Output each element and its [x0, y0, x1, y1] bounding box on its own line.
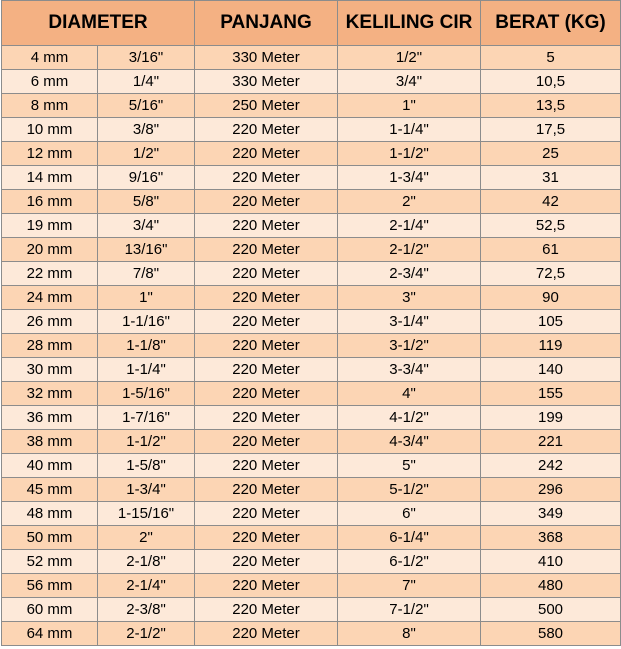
cell-panjang: 220 Meter	[195, 262, 338, 286]
cell-diameter-mm: 30 mm	[2, 358, 98, 382]
cell-panjang: 220 Meter	[195, 478, 338, 502]
cell-diameter-mm: 36 mm	[2, 406, 98, 430]
cell-berat: 410	[481, 550, 621, 574]
rope-spec-table	[1, 0, 621, 646]
cell-diameter-inch: 5/8"	[98, 190, 195, 214]
cell-diameter-mm: 50 mm	[2, 526, 98, 550]
cell-diameter-mm: 20 mm	[2, 238, 98, 262]
cell-keliling: 1-1/4"	[338, 118, 481, 142]
cell-berat: 25	[481, 142, 621, 166]
cell-panjang: 220 Meter	[195, 214, 338, 238]
cell-diameter-inch: 1-1/16"	[98, 310, 195, 334]
table-row	[2, 310, 621, 334]
table-row	[2, 118, 621, 142]
cell-diameter-inch: 9/16"	[98, 166, 195, 190]
cell-diameter-mm: 6 mm	[2, 70, 98, 94]
cell-diameter-mm: 40 mm	[2, 454, 98, 478]
table-row	[2, 46, 621, 70]
cell-keliling: 5-1/2"	[338, 478, 481, 502]
cell-berat: 119	[481, 334, 621, 358]
cell-diameter-inch: 1/4"	[98, 70, 195, 94]
table-row	[2, 382, 621, 406]
cell-berat: 61	[481, 238, 621, 262]
cell-diameter-inch: 3/16"	[98, 46, 195, 70]
cell-diameter-inch: 13/16"	[98, 238, 195, 262]
cell-diameter-inch: 1-1/2"	[98, 430, 195, 454]
cell-diameter-mm: 48 mm	[2, 502, 98, 526]
cell-diameter-mm: 26 mm	[2, 310, 98, 334]
cell-keliling: 5"	[338, 454, 481, 478]
table-row	[2, 262, 621, 286]
cell-diameter-inch: 1/2"	[98, 142, 195, 166]
table-row	[2, 430, 621, 454]
cell-keliling: 8"	[338, 622, 481, 646]
cell-keliling: 6"	[338, 502, 481, 526]
table-row	[2, 166, 621, 190]
cell-keliling: 2"	[338, 190, 481, 214]
cell-berat: 500	[481, 598, 621, 622]
cell-diameter-inch: 3/4"	[98, 214, 195, 238]
table-row	[2, 358, 621, 382]
cell-panjang: 220 Meter	[195, 118, 338, 142]
table-row	[2, 574, 621, 598]
cell-keliling: 2-1/4"	[338, 214, 481, 238]
cell-diameter-mm: 4 mm	[2, 46, 98, 70]
cell-panjang: 220 Meter	[195, 550, 338, 574]
cell-diameter-mm: 32 mm	[2, 382, 98, 406]
cell-panjang: 250 Meter	[195, 94, 338, 118]
table-row	[2, 334, 621, 358]
table-row	[2, 598, 621, 622]
cell-panjang: 220 Meter	[195, 310, 338, 334]
cell-diameter-inch: 1-5/8"	[98, 454, 195, 478]
cell-diameter-mm: 10 mm	[2, 118, 98, 142]
cell-berat: 221	[481, 430, 621, 454]
cell-keliling: 3"	[338, 286, 481, 310]
cell-diameter-inch: 1-7/16"	[98, 406, 195, 430]
cell-diameter-inch: 2-1/4"	[98, 574, 195, 598]
table-row	[2, 550, 621, 574]
cell-keliling: 3-1/2"	[338, 334, 481, 358]
table-row	[2, 478, 621, 502]
cell-diameter-mm: 45 mm	[2, 478, 98, 502]
cell-berat: 90	[481, 286, 621, 310]
cell-panjang: 220 Meter	[195, 574, 338, 598]
cell-diameter-mm: 8 mm	[2, 94, 98, 118]
cell-diameter-mm: 14 mm	[2, 166, 98, 190]
cell-panjang: 220 Meter	[195, 622, 338, 646]
cell-diameter-mm: 28 mm	[2, 334, 98, 358]
table-header	[2, 1, 621, 46]
cell-panjang: 220 Meter	[195, 358, 338, 382]
cell-panjang: 220 Meter	[195, 166, 338, 190]
cell-diameter-mm: 60 mm	[2, 598, 98, 622]
cell-berat: 42	[481, 190, 621, 214]
cell-panjang: 220 Meter	[195, 286, 338, 310]
cell-diameter-inch: 2-1/8"	[98, 550, 195, 574]
table-row	[2, 238, 621, 262]
cell-berat: 52,5	[481, 214, 621, 238]
cell-berat: 13,5	[481, 94, 621, 118]
table-row	[2, 502, 621, 526]
cell-panjang: 220 Meter	[195, 382, 338, 406]
cell-diameter-mm: 12 mm	[2, 142, 98, 166]
cell-keliling: 1-1/2"	[338, 142, 481, 166]
table-row	[2, 286, 621, 310]
cell-berat: 580	[481, 622, 621, 646]
header-diameter: DIAMETER	[2, 1, 195, 46]
cell-keliling: 6-1/4"	[338, 526, 481, 550]
cell-berat: 368	[481, 526, 621, 550]
cell-panjang: 220 Meter	[195, 598, 338, 622]
cell-panjang: 330 Meter	[195, 70, 338, 94]
header-berat: BERAT (KG)	[481, 1, 621, 46]
cell-keliling: 4"	[338, 382, 481, 406]
table-row	[2, 526, 621, 550]
cell-diameter-mm: 38 mm	[2, 430, 98, 454]
cell-berat: 105	[481, 310, 621, 334]
cell-berat: 5	[481, 46, 621, 70]
cell-diameter-inch: 2-3/8"	[98, 598, 195, 622]
cell-berat: 242	[481, 454, 621, 478]
cell-berat: 199	[481, 406, 621, 430]
cell-keliling: 4-1/2"	[338, 406, 481, 430]
cell-keliling: 2-1/2"	[338, 238, 481, 262]
cell-panjang: 220 Meter	[195, 190, 338, 214]
cell-berat: 480	[481, 574, 621, 598]
cell-diameter-inch: 1-3/4"	[98, 478, 195, 502]
cell-diameter-inch: 3/8"	[98, 118, 195, 142]
cell-keliling: 7"	[338, 574, 481, 598]
cell-panjang: 220 Meter	[195, 502, 338, 526]
cell-keliling: 3-1/4"	[338, 310, 481, 334]
header-keliling: KELILING CIR	[338, 1, 481, 46]
table-row	[2, 214, 621, 238]
cell-diameter-mm: 64 mm	[2, 622, 98, 646]
table-row	[2, 94, 621, 118]
cell-diameter-inch: 2"	[98, 526, 195, 550]
cell-diameter-mm: 16 mm	[2, 190, 98, 214]
table-row	[2, 142, 621, 166]
cell-berat: 17,5	[481, 118, 621, 142]
cell-berat: 349	[481, 502, 621, 526]
cell-panjang: 220 Meter	[195, 142, 338, 166]
cell-keliling: 1"	[338, 94, 481, 118]
cell-diameter-mm: 22 mm	[2, 262, 98, 286]
cell-berat: 140	[481, 358, 621, 382]
cell-panjang: 220 Meter	[195, 334, 338, 358]
cell-diameter-mm: 24 mm	[2, 286, 98, 310]
cell-panjang: 220 Meter	[195, 454, 338, 478]
header-row	[2, 1, 621, 46]
table-row	[2, 190, 621, 214]
cell-panjang: 220 Meter	[195, 238, 338, 262]
table-row	[2, 454, 621, 478]
table-row	[2, 70, 621, 94]
cell-keliling: 4-3/4"	[338, 430, 481, 454]
cell-berat: 72,5	[481, 262, 621, 286]
cell-keliling: 6-1/2"	[338, 550, 481, 574]
cell-diameter-mm: 19 mm	[2, 214, 98, 238]
cell-keliling: 3/4"	[338, 70, 481, 94]
cell-keliling: 3-3/4"	[338, 358, 481, 382]
cell-panjang: 220 Meter	[195, 430, 338, 454]
cell-keliling: 1/2"	[338, 46, 481, 70]
cell-diameter-inch: 1-1/8"	[98, 334, 195, 358]
cell-diameter-mm: 56 mm	[2, 574, 98, 598]
cell-diameter-inch: 1-5/16"	[98, 382, 195, 406]
table-row	[2, 622, 621, 646]
cell-panjang: 330 Meter	[195, 46, 338, 70]
cell-diameter-inch: 1-1/4"	[98, 358, 195, 382]
cell-berat: 10,5	[481, 70, 621, 94]
cell-panjang: 220 Meter	[195, 406, 338, 430]
table-body	[2, 46, 621, 646]
cell-keliling: 2-3/4"	[338, 262, 481, 286]
cell-diameter-mm: 52 mm	[2, 550, 98, 574]
cell-diameter-inch: 2-1/2"	[98, 622, 195, 646]
cell-panjang: 220 Meter	[195, 526, 338, 550]
cell-berat: 31	[481, 166, 621, 190]
cell-berat: 296	[481, 478, 621, 502]
cell-diameter-inch: 7/8"	[98, 262, 195, 286]
cell-keliling: 7-1/2"	[338, 598, 481, 622]
cell-berat: 155	[481, 382, 621, 406]
table-row	[2, 406, 621, 430]
cell-keliling: 1-3/4"	[338, 166, 481, 190]
cell-diameter-inch: 1"	[98, 286, 195, 310]
header-panjang: PANJANG	[195, 1, 338, 46]
cell-diameter-inch: 5/16"	[98, 94, 195, 118]
cell-diameter-inch: 1-15/16"	[98, 502, 195, 526]
